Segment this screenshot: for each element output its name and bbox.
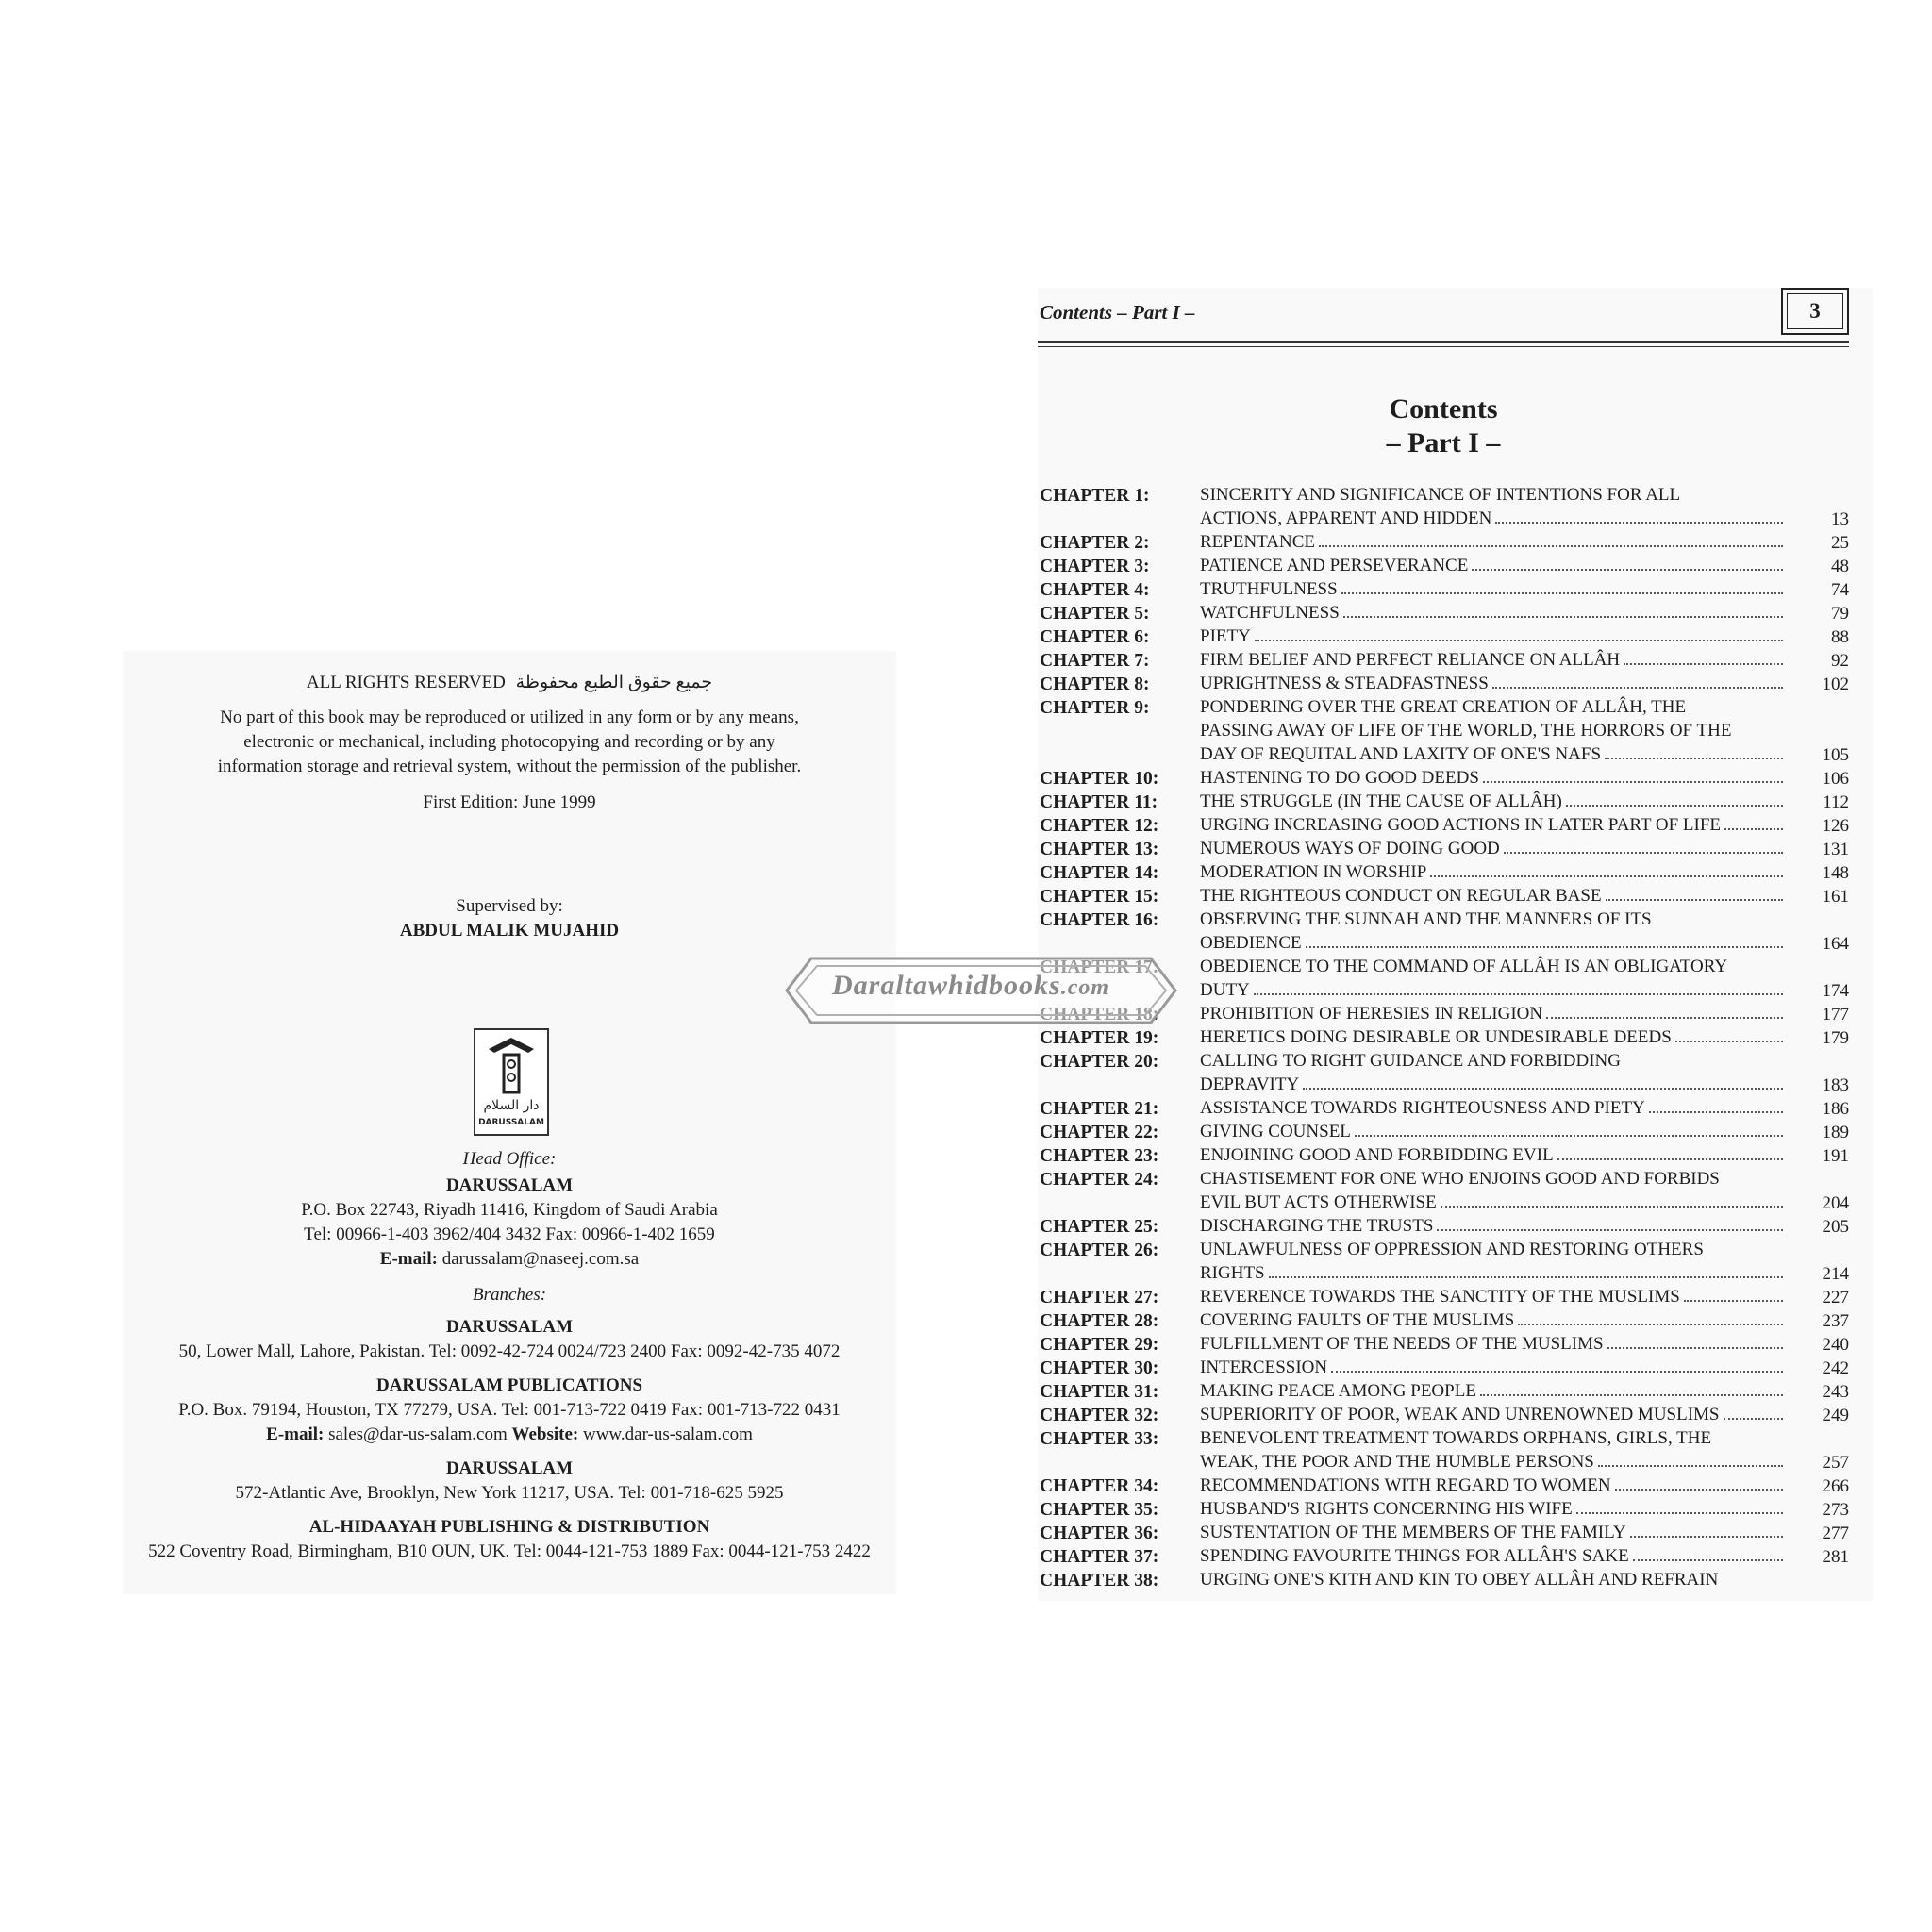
chapter-title-text: COVERING FAULTS OF THE MUSLIMS [1200, 1310, 1515, 1330]
chapter-title-line [1200, 978, 1785, 1002]
chapter-title-line [1200, 1214, 1785, 1238]
chapter-title-line [1200, 837, 1785, 860]
chapter-number: CHAPTER 25: [1040, 1217, 1159, 1237]
page-ref: 227 [1822, 1288, 1849, 1307]
chapter-title [1200, 1285, 1785, 1308]
page-ref: 174 [1822, 981, 1849, 1001]
chapter-number: CHAPTER 2: [1040, 533, 1150, 553]
chapter-title [1200, 648, 1785, 672]
leader-dots [1492, 672, 1783, 689]
chapter-title-text: UNLAWFULNESS OF OPPRESSION AND RESTORING OTHERS [1200, 1240, 1704, 1259]
chapter-title-text: PROHIBITION OF HERESIES IN RELIGION [1200, 1004, 1543, 1024]
contents-page [1038, 288, 1873, 1601]
chapter-title-line [1200, 1426, 1785, 1450]
leader-dots [1483, 766, 1783, 783]
chapter-title-text: CHASTISEMENT FOR ONE WHO ENJOINS GOOD AND FORBIDS [1200, 1169, 1720, 1189]
chapter-title-text: HASTENING TO DO GOOD DEEDS [1200, 768, 1479, 788]
chapter-title-line [1200, 625, 1785, 648]
page-ref: 105 [1822, 745, 1849, 765]
chapter-title [1200, 1379, 1785, 1403]
chapter-title-line [1200, 1025, 1785, 1049]
chapter-title-line [1200, 1049, 1785, 1073]
chapter-title-text: OBEDIENCE [1200, 933, 1302, 953]
leader-dots [1557, 1143, 1783, 1160]
chapter-title-line [1200, 483, 1785, 507]
chapter-number: CHAPTER 4: [1040, 580, 1150, 600]
chapter-title [1200, 1143, 1785, 1167]
chapter-number: CHAPTER 22: [1040, 1123, 1159, 1142]
contents-subtitle: – Part I – [1386, 427, 1501, 458]
chapter-title-text: PIETY [1200, 626, 1251, 646]
chapter-title [1200, 483, 1785, 530]
chapter-title-text: THE RIGHTEOUS CONDUCT ON REGULAR BASE [1200, 886, 1602, 906]
leader-dots [1472, 554, 1783, 571]
page-ref: 191 [1822, 1146, 1849, 1166]
chapter-number: CHAPTER 10: [1040, 769, 1159, 789]
email-label: E-mail: [379, 1249, 438, 1269]
leader-dots [1355, 1120, 1783, 1137]
chapter-title [1200, 530, 1785, 554]
leader-dots [1605, 742, 1783, 759]
chapter-title [1200, 1544, 1785, 1568]
chapter-title-text: RECOMMENDATIONS WITH REGARD TO WOMEN [1200, 1475, 1611, 1495]
chapter-title-text: URGING ONE'S KITH AND KIN TO OBEY ALLÂH AND REFRAIN [1200, 1570, 1719, 1590]
running-head: Contents – Part I – [1040, 301, 1195, 324]
chapter-title-line [1200, 1285, 1785, 1308]
chapter-title-line [1200, 1332, 1785, 1356]
branch-name: DARUSSALAM [445, 1317, 574, 1337]
chapter-title-text: OBSERVING THE SUNNAH AND THE MANNERS OF ITS [1200, 909, 1652, 929]
chapter-title-line [1200, 955, 1785, 978]
chapter-number: CHAPTER 28: [1040, 1311, 1159, 1331]
chapter-title-line [1200, 554, 1785, 577]
chapter-title [1200, 1214, 1785, 1238]
chapter-title-text: CALLING TO RIGHT GUIDANCE AND FORBIDDING [1200, 1051, 1621, 1071]
leader-dots [1675, 1025, 1783, 1042]
chapter-number: CHAPTER 29: [1040, 1335, 1159, 1355]
chapter-title-text: THE STRUGGLE (IN THE CAUSE OF ALLÂH) [1200, 791, 1562, 811]
leader-dots [1441, 1191, 1783, 1208]
chapter-title-text: DAY OF REQUITAL AND LAXITY OF ONE'S NAFS [1200, 744, 1602, 764]
rights-line [123, 672, 896, 693]
chapter-number: CHAPTER 9: [1040, 698, 1150, 718]
chapter-title-line [1200, 860, 1785, 884]
branch-contact-line [123, 1424, 896, 1445]
chapter-title-text: SINCERITY AND SIGNIFICANCE OF INTENTIONS FOR ALL [1200, 485, 1681, 505]
chapter-title [1200, 1096, 1785, 1120]
chapter-title-line [1200, 908, 1785, 931]
leader-dots [1546, 1002, 1783, 1019]
page-ref: 79 [1831, 604, 1849, 624]
chapter-title [1200, 1474, 1785, 1497]
page-ref: 106 [1822, 769, 1849, 789]
leader-dots [1518, 1308, 1783, 1325]
chapter-title [1200, 1568, 1785, 1591]
leader-dots [1343, 601, 1783, 618]
chapter-title-text: MODERATION IN WORSHIP [1200, 862, 1427, 882]
chapter-title-line [1200, 1096, 1785, 1120]
chapter-title [1200, 860, 1785, 884]
page-ref: 88 [1831, 627, 1849, 647]
chapter-title-text: PONDERING OVER THE GREAT CREATION OF ALLÂH, THE [1200, 697, 1687, 717]
branch-name: DARUSSALAM [445, 1458, 574, 1478]
leader-dots [1606, 884, 1783, 901]
chapter-title [1200, 1403, 1785, 1426]
chapter-title-line [1200, 1379, 1785, 1403]
page-ref: 189 [1822, 1123, 1849, 1142]
chapter-title-line [1200, 1450, 1785, 1474]
chapter-title-line [1200, 507, 1785, 530]
chapter-title-line [1200, 1544, 1785, 1568]
leader-dots [1430, 860, 1783, 877]
chapter-title-line [1200, 790, 1785, 813]
chapter-title-text: WEAK, THE POOR AND THE HUMBLE PERSONS [1200, 1452, 1594, 1472]
head-office-email-line [123, 1249, 896, 1270]
chapter-title-line [1200, 1073, 1785, 1096]
branch-line: 522 Coventry Road, Birmingham, B10 OUN, UK. Tel: 0044-121-753 1889 Fax: 0044-121-753 2422 [148, 1541, 871, 1561]
page-ref: 237 [1822, 1311, 1849, 1331]
leader-dots [1303, 1073, 1783, 1090]
chapter-title-line [1200, 1002, 1785, 1025]
leader-dots [1495, 507, 1783, 524]
chapter-title [1200, 1308, 1785, 1332]
page-ref: 242 [1822, 1358, 1849, 1378]
page-ref: 92 [1831, 651, 1849, 671]
chapter-number: CHAPTER 16: [1040, 910, 1159, 930]
chapter-title-text: NUMEROUS WAYS OF DOING GOOD [1200, 839, 1500, 858]
supervisor-name: ABDUL MALIK MUJAHID [399, 921, 620, 941]
chapter-title-line [1200, 1143, 1785, 1167]
chapter-title-line [1200, 648, 1785, 672]
chapter-title-text: FULFILLMENT OF THE NEEDS OF THE MUSLIMS [1200, 1334, 1604, 1354]
chapter-title-line [1200, 1403, 1785, 1426]
branches-label-text: Branches [472, 1285, 541, 1305]
chapter-title-line [1200, 1356, 1785, 1379]
head-office-email: darussalam@naseej.com.sa [441, 1249, 640, 1269]
page-ref: 214 [1822, 1264, 1849, 1284]
chapter-number: CHAPTER 30: [1040, 1358, 1159, 1378]
rights-arabic: جميع حقوق الطبع محفوظة [515, 673, 713, 692]
darussalam-logo [474, 1028, 549, 1136]
chapter-number: CHAPTER 19: [1040, 1028, 1159, 1048]
chapter-title-text: ENJOINING GOOD AND FORBIDDING EVIL [1200, 1145, 1554, 1165]
page-ref: 48 [1831, 557, 1849, 576]
chapter-number: CHAPTER 21: [1040, 1099, 1159, 1119]
branch-line: 572-Atlantic Ave, Brooklyn, New York 11217, USA. Tel: 001-718-625 5925 [235, 1483, 784, 1503]
page-number-box [1781, 288, 1849, 335]
page-ref: 164 [1822, 934, 1849, 954]
chapter-number: CHAPTER 27: [1040, 1288, 1159, 1307]
chapter-title [1200, 601, 1785, 625]
chapter-number: CHAPTER 20: [1040, 1052, 1159, 1072]
chapter-title-text: UPRIGHTNESS & STEADFASTNESS [1200, 674, 1489, 693]
leader-dots [1576, 1497, 1783, 1514]
page-ref: 25 [1831, 533, 1849, 553]
chapter-number: CHAPTER 23: [1040, 1146, 1159, 1166]
logo-text: DARUSSALAM [478, 1118, 544, 1127]
chapter-number: CHAPTER 37: [1040, 1547, 1159, 1567]
chapter-title [1200, 1426, 1785, 1474]
edition-line: First Edition: June 1999 [423, 792, 596, 812]
chapter-number: CHAPTER 6: [1040, 627, 1150, 647]
leader-dots [1724, 1403, 1784, 1420]
chapter-title [1200, 908, 1785, 955]
chapter-title [1200, 1356, 1785, 1379]
page-ref: 281 [1822, 1547, 1849, 1567]
chapter-title-text: PASSING AWAY OF LIFE OF THE WORLD, THE HORRORS OF THE [1200, 721, 1732, 741]
chapter-title-line [1200, 1474, 1785, 1497]
notice-line-1: No part of this book may be reproduced or utilized in any form or by any means, [220, 708, 799, 727]
page-number: 3 [1787, 293, 1843, 329]
chapter-title [1200, 955, 1785, 1002]
leader-dots [1607, 1332, 1783, 1349]
chapter-title-line [1200, 742, 1785, 766]
page-ref: 177 [1822, 1005, 1849, 1024]
page-ref: 13 [1831, 509, 1849, 529]
page-ref: 179 [1822, 1028, 1849, 1048]
leader-dots [1630, 1521, 1783, 1538]
leader-dots [1331, 1356, 1783, 1373]
chapter-title-text: MAKING PEACE AMONG PEOPLE [1200, 1381, 1476, 1401]
branches-label: Branches: [472, 1285, 547, 1305]
leader-dots [1269, 1261, 1783, 1278]
leader-dots [1615, 1474, 1783, 1491]
chapter-title [1200, 1332, 1785, 1356]
chapter-number: CHAPTER 5: [1040, 604, 1150, 624]
page-ref: 205 [1822, 1217, 1849, 1237]
chapter-title-line [1200, 1167, 1785, 1191]
page-ref: 126 [1822, 816, 1849, 836]
page-ref: 102 [1822, 675, 1849, 694]
rights-text: ALL RIGHTS RESERVED [306, 673, 506, 692]
chapter-title [1200, 1025, 1785, 1049]
head-office-label: Head Office: [462, 1149, 557, 1169]
notice-line-2: electronic or mechanical, including photocopying and recording or by any [243, 732, 775, 752]
chapter-number: CHAPTER 26: [1040, 1241, 1159, 1260]
chapter-number: CHAPTER 11: [1040, 792, 1158, 812]
head-office-phone: Tel: 00966-1-403 3962/404 3432 Fax: 00966-1-402 1659 [304, 1224, 715, 1244]
chapter-title-text: WATCHFULNESS [1200, 603, 1340, 623]
page-ref: 148 [1822, 863, 1849, 883]
chapter-number: CHAPTER 34: [1040, 1476, 1159, 1496]
page-ref: 186 [1822, 1099, 1849, 1119]
chapter-title-line [1200, 672, 1785, 695]
chapter-title-text: OBEDIENCE TO THE COMMAND OF ALLÂH IS AN OBLIGATORY [1200, 957, 1728, 976]
chapter-title-line [1200, 931, 1785, 955]
leader-dots [1649, 1096, 1783, 1113]
page-ref: 74 [1831, 580, 1849, 600]
chapter-title-line [1200, 884, 1785, 908]
page-ref: 243 [1822, 1382, 1849, 1402]
chapter-number: CHAPTER 7: [1040, 651, 1150, 671]
chapter-title-text: HERETICS DOING DESIRABLE OR UNDESIRABLE DEEDS [1200, 1027, 1672, 1047]
chapter-title-text: URGING INCREASING GOOD ACTIONS IN LATER PART OF LIFE [1200, 815, 1722, 835]
leader-dots [1255, 625, 1783, 641]
chapter-title [1200, 837, 1785, 860]
chapter-title-line [1200, 577, 1785, 601]
chapter-title-text: HUSBAND'S RIGHTS CONCERNING HIS WIFE [1200, 1499, 1573, 1519]
watermark [783, 953, 1179, 1028]
leader-dots [1598, 1450, 1783, 1467]
chapter-title [1200, 1167, 1785, 1214]
chapter-title-text: REVERENCE TOWARDS THE SANCTITY OF THE MUSLIMS [1200, 1287, 1680, 1307]
chapter-title-line [1200, 1521, 1785, 1544]
page-ref: 240 [1822, 1335, 1849, 1355]
chapter-title [1200, 1238, 1785, 1285]
chapter-title-text: GIVING COUNSEL [1200, 1122, 1351, 1141]
page-ref: 183 [1822, 1075, 1849, 1095]
chapter-title-line [1200, 1261, 1785, 1285]
chapter-title-text: DEPRAVITY [1200, 1074, 1300, 1094]
chapter-title-text: RIGHTS [1200, 1263, 1265, 1283]
chapter-title-line [1200, 719, 1785, 742]
chapter-title [1200, 766, 1785, 790]
chapter-title-text: ACTIONS, APPARENT AND HIDDEN [1200, 508, 1492, 528]
page-ref: 266 [1822, 1476, 1849, 1496]
header-rule [1038, 341, 1849, 343]
supervised-label: Supervised by: [456, 896, 563, 916]
leader-dots [1319, 530, 1783, 547]
branch-line: 50, Lower Mall, Lahore, Pakistan. Tel: 0092-42-724 0024/723 2400 Fax: 0092-42-735 4072 [178, 1341, 841, 1361]
chapter-number: CHAPTER 1: [1040, 486, 1150, 506]
leader-dots [1724, 813, 1783, 830]
chapter-title [1200, 813, 1785, 837]
chapter-title-line [1200, 1238, 1785, 1261]
leader-dots [1480, 1379, 1783, 1396]
chapter-title [1200, 1002, 1785, 1025]
logo-arabic: دار السلام [483, 1098, 540, 1113]
chapter-title [1200, 554, 1785, 577]
chapter-title [1200, 625, 1785, 648]
leader-dots [1624, 648, 1783, 665]
chapter-number: CHAPTER 38: [1040, 1571, 1159, 1591]
chapter-title-text: ASSISTANCE TOWARDS RIGHTEOUSNESS AND PIETY [1200, 1098, 1645, 1118]
chapter-title-text: INTERCESSION [1200, 1357, 1328, 1377]
chapter-number: CHAPTER 15: [1040, 887, 1159, 907]
contents-title: Contents [1389, 393, 1498, 425]
chapter-title [1200, 790, 1785, 813]
page-ref: 204 [1822, 1193, 1849, 1213]
chapter-title [1200, 1049, 1785, 1096]
chapter-title [1200, 1120, 1785, 1143]
leader-dots [1504, 837, 1783, 854]
chapter-number: CHAPTER 31: [1040, 1382, 1159, 1402]
page-ref: 131 [1822, 840, 1849, 859]
branch-website: www.dar-us-salam.com [582, 1424, 753, 1444]
page-ref: 277 [1822, 1524, 1849, 1543]
chapter-title [1200, 1497, 1785, 1521]
leader-dots [1341, 577, 1783, 594]
website-label: Website: [511, 1424, 579, 1444]
chapter-number: CHAPTER 36: [1040, 1524, 1159, 1543]
head-office-address: P.O. Box 22743, Riyadh 11416, Kingdom of Saudi Arabia [301, 1200, 718, 1220]
chapter-title-text: PATIENCE AND PERSEVERANCE [1200, 556, 1469, 575]
chapter-number: CHAPTER 24: [1040, 1170, 1159, 1190]
chapter-title-text: DISCHARGING THE TRUSTS [1200, 1216, 1434, 1236]
chapter-number: CHAPTER 14: [1040, 863, 1159, 883]
branch-line: P.O. Box. 79194, Houston, TX 77279, USA. Tel: 001-713-722 0419 Fax: 001-713-722 0431 [178, 1400, 841, 1420]
chapter-number: CHAPTER 13: [1040, 840, 1159, 859]
leader-dots [1684, 1285, 1783, 1302]
chapter-title-text: SPENDING FAVOURITE THINGS FOR ALLÂH'S SAKE [1200, 1546, 1629, 1566]
header-rule-thin [1038, 346, 1849, 347]
chapter-title-text: REPENTANCE [1200, 532, 1315, 552]
chapter-title-line [1200, 1120, 1785, 1143]
chapter-number: CHAPTER 3: [1040, 557, 1150, 576]
chapter-title-text: TRUTHFULNESS [1200, 579, 1338, 599]
chapter-title-line [1200, 813, 1785, 837]
leader-dots [1437, 1214, 1783, 1231]
chapter-title-line [1200, 1308, 1785, 1332]
watermark-suffix: .com [1060, 975, 1110, 1000]
chapter-number: CHAPTER 8: [1040, 675, 1150, 694]
page-ref: 249 [1822, 1406, 1849, 1425]
page-ref: 257 [1822, 1453, 1849, 1473]
chapter-number: CHAPTER 35: [1040, 1500, 1159, 1520]
chapter-title-text: BENEVOLENT TREATMENT TOWARDS ORPHANS, GIRLS, THE [1200, 1428, 1712, 1448]
chapter-title [1200, 695, 1785, 766]
chapter-number: CHAPTER 32: [1040, 1406, 1159, 1425]
chapter-title [1200, 1521, 1785, 1544]
chapter-title-text: DUTY [1200, 980, 1250, 1000]
chapter-title [1200, 672, 1785, 695]
chapter-title-text: SUPERIORITY OF POOR, WEAK AND UNRENOWNED MUSLIMS [1200, 1405, 1720, 1424]
copyright-page [123, 651, 896, 1594]
branch-email: sales@dar-us-salam.com [328, 1424, 508, 1444]
watermark-name: Daraltawhidbooks [832, 970, 1061, 1001]
leader-dots [1254, 978, 1783, 995]
chapter-title-line [1200, 1497, 1785, 1521]
chapter-title-line [1200, 601, 1785, 625]
chapter-number: CHAPTER 12: [1040, 816, 1159, 836]
head-office-label-text: Head Office [462, 1149, 550, 1169]
email-label: E-mail: [266, 1424, 325, 1444]
head-office-name: DARUSSALAM [445, 1175, 574, 1195]
page-ref: 112 [1823, 792, 1849, 812]
chapter-title-line [1200, 1568, 1785, 1591]
page-ref: 161 [1822, 887, 1849, 907]
chapter-title-text: SUSTENTATION OF THE MEMBERS OF THE FAMILY [1200, 1523, 1626, 1542]
chapter-title-text: EVIL BUT ACTS OTHERWISE [1200, 1192, 1437, 1212]
chapter-title-line [1200, 1191, 1785, 1214]
leader-dots [1633, 1544, 1783, 1561]
chapter-title-text: FIRM BELIEF AND PERFECT RELIANCE ON ALLÂH [1200, 650, 1621, 670]
chapter-title-line [1200, 530, 1785, 554]
chapter-title [1200, 884, 1785, 908]
chapter-title [1200, 577, 1785, 601]
page-ref: 273 [1822, 1500, 1849, 1520]
branch-name: AL-HIDAAYAH PUBLISHING & DISTRIBUTION [308, 1517, 710, 1537]
watermark-text [832, 970, 1109, 1002]
branch-name: DARUSSALAM PUBLICATIONS [375, 1375, 643, 1395]
chapter-title-line [1200, 766, 1785, 790]
leader-dots [1306, 931, 1783, 948]
leader-dots [1566, 790, 1783, 807]
chapter-number: CHAPTER 33: [1040, 1429, 1159, 1449]
notice-line-3: information storage and retrieval system, without the permission of the publisher. [217, 757, 802, 776]
chapter-title-line [1200, 695, 1785, 719]
